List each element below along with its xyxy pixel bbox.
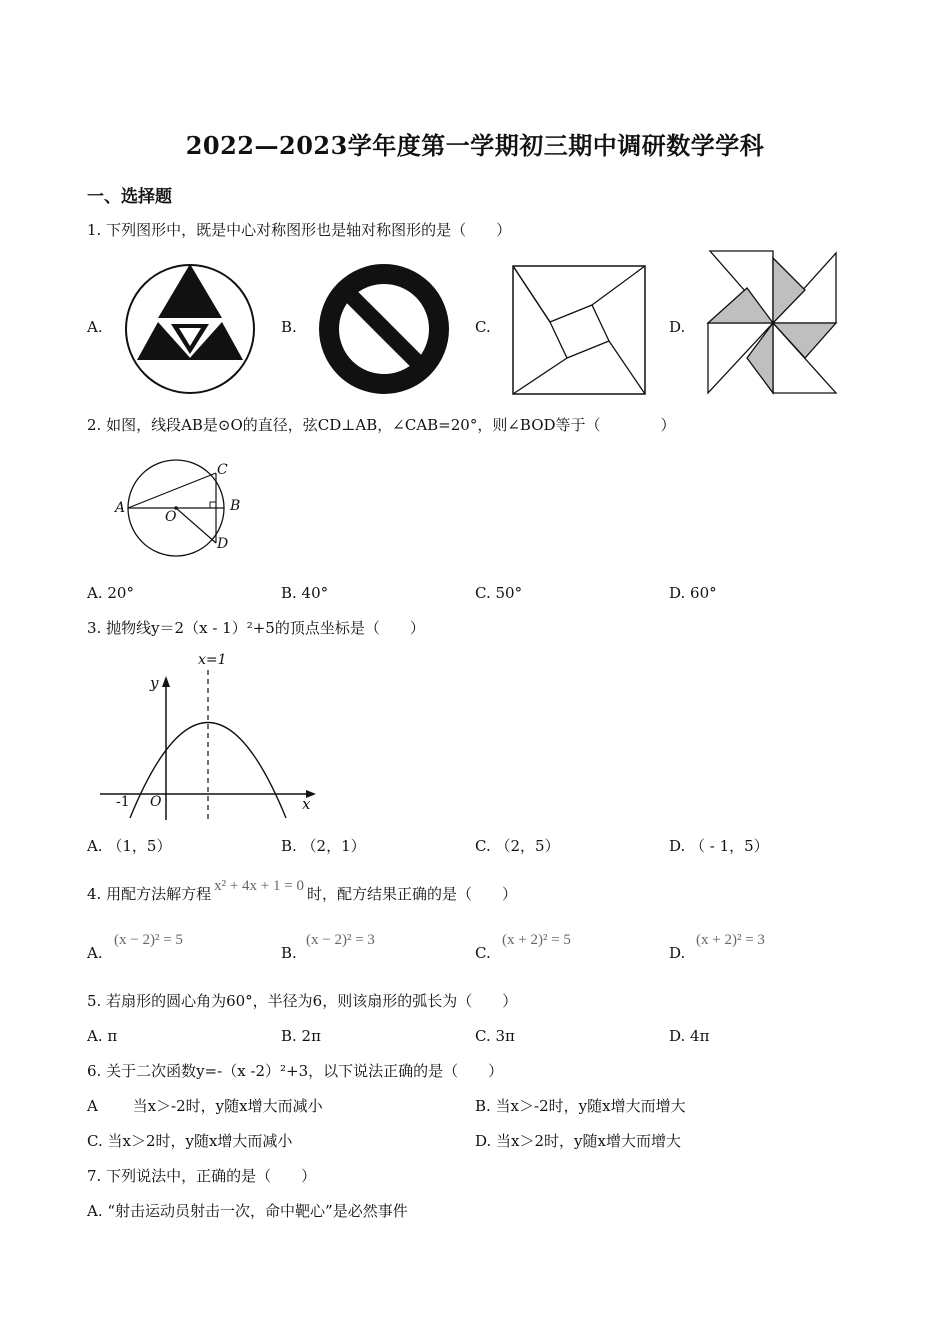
q1-option-b-label: B. xyxy=(281,318,297,336)
q2-label-d: D xyxy=(217,536,229,552)
q4-option-c-label: C. xyxy=(475,944,491,962)
q3-option-b: B. （2，1） xyxy=(281,837,366,855)
q5-option-d: D. 4π xyxy=(669,1027,710,1045)
q2-option-a: A. 20° xyxy=(87,584,134,602)
q5-option-a: A. π xyxy=(87,1027,118,1045)
question-3-stem: 3. 抛物线y＝2（x - 1）²+5的顶点坐标是（ ） xyxy=(87,619,425,637)
q3-option-d: D. （ - 1，5） xyxy=(669,837,769,855)
q3-option-a: A. （1，5） xyxy=(87,837,172,855)
q2-option-d: D. 60° xyxy=(669,584,717,602)
q2-figure-circle-diameter xyxy=(110,458,250,562)
q1-figure-a-triangles-in-circle xyxy=(123,262,257,396)
question-2-stem: 2. 如图，线段AB是⊙O的直径，弦CD⊥AB，∠CAB=20°，则∠BOD等于（ ） xyxy=(87,416,676,434)
q1-option-a-label: A. xyxy=(87,318,103,336)
q4-equation: x² + 4x + 1 = 0 xyxy=(214,878,304,894)
q1-figure-c-square-pinwheel xyxy=(512,265,646,395)
q1-option-d-label: D. xyxy=(669,318,686,336)
q6-option-b: B. 当x＞-2时，y随x增大而增大 xyxy=(475,1097,686,1115)
q4-option-a-label: A. xyxy=(87,944,103,962)
question-4-stem xyxy=(87,878,517,905)
q2-label-o: O xyxy=(165,509,177,525)
q6-option-a: A 当x＞-2时，y随x增大而减小 xyxy=(87,1097,323,1115)
q3-neg1-label: -1 xyxy=(116,794,130,810)
q7-option-a: A. “射击运动员射击一次，命中靶心”是必然事件 xyxy=(87,1202,408,1220)
q1-option-c-label: C. xyxy=(475,318,491,336)
q4-option-b-formula: (x − 2)² = 3 xyxy=(306,932,375,948)
q2-label-a: A xyxy=(115,500,126,516)
q4-option-a-formula: (x − 2)² = 5 xyxy=(114,932,183,948)
q3-origin-label: O xyxy=(150,794,162,810)
q2-option-c: C. 50° xyxy=(475,584,523,602)
q3-y-label: y xyxy=(150,674,159,692)
q1-figure-d-pinwheel xyxy=(707,250,839,396)
q4-option-c-formula: (x + 2)² = 5 xyxy=(502,932,571,948)
section-heading: 一、选择题 xyxy=(87,187,172,207)
q1-figure-b-prohibition-sign xyxy=(318,263,450,395)
page-title: 2022—2023学年度第一学期初三期中调研数学学科 xyxy=(185,131,765,160)
q3-axis-label: x=1 xyxy=(198,652,227,668)
q5-option-c: C. 3π xyxy=(475,1027,515,1045)
q2-option-b: B. 40° xyxy=(281,584,329,602)
q3-figure-parabola-graph xyxy=(98,660,318,825)
q4-stem-pre: 4. 用配方法解方程 xyxy=(87,885,212,903)
q6-option-c: C. 当x＞2时，y随x增大而减小 xyxy=(87,1132,293,1150)
q2-label-c: C xyxy=(217,462,228,478)
q4-option-d-formula: (x + 2)² = 3 xyxy=(696,932,765,948)
q6-option-d: D. 当x＞2时，y随x增大而增大 xyxy=(475,1132,681,1150)
question-7-stem: 7. 下列说法中，正确的是（ ） xyxy=(87,1167,317,1185)
q4-option-d-label: D. xyxy=(669,944,686,962)
q5-option-b: B. 2π xyxy=(281,1027,321,1045)
question-6-stem: 6. 关于二次函数y=-（x -2）²+3，以下说法正确的是（ ） xyxy=(87,1062,504,1080)
question-5-stem: 5. 若扇形的圆心角为60°，半径为6，则该扇形的弧长为（ ） xyxy=(87,992,518,1010)
q4-stem-post: 时，配方结果正确的是（ ） xyxy=(306,885,517,903)
q3-x-label: x xyxy=(302,795,311,813)
q3-option-c: C. （2，5） xyxy=(475,837,560,855)
q4-option-b-label: B. xyxy=(281,944,297,962)
question-1-stem: 1. 下列图形中，既是中心对称图形也是轴对称图形的是（ ） xyxy=(87,221,512,239)
q2-label-b: B xyxy=(230,498,241,514)
